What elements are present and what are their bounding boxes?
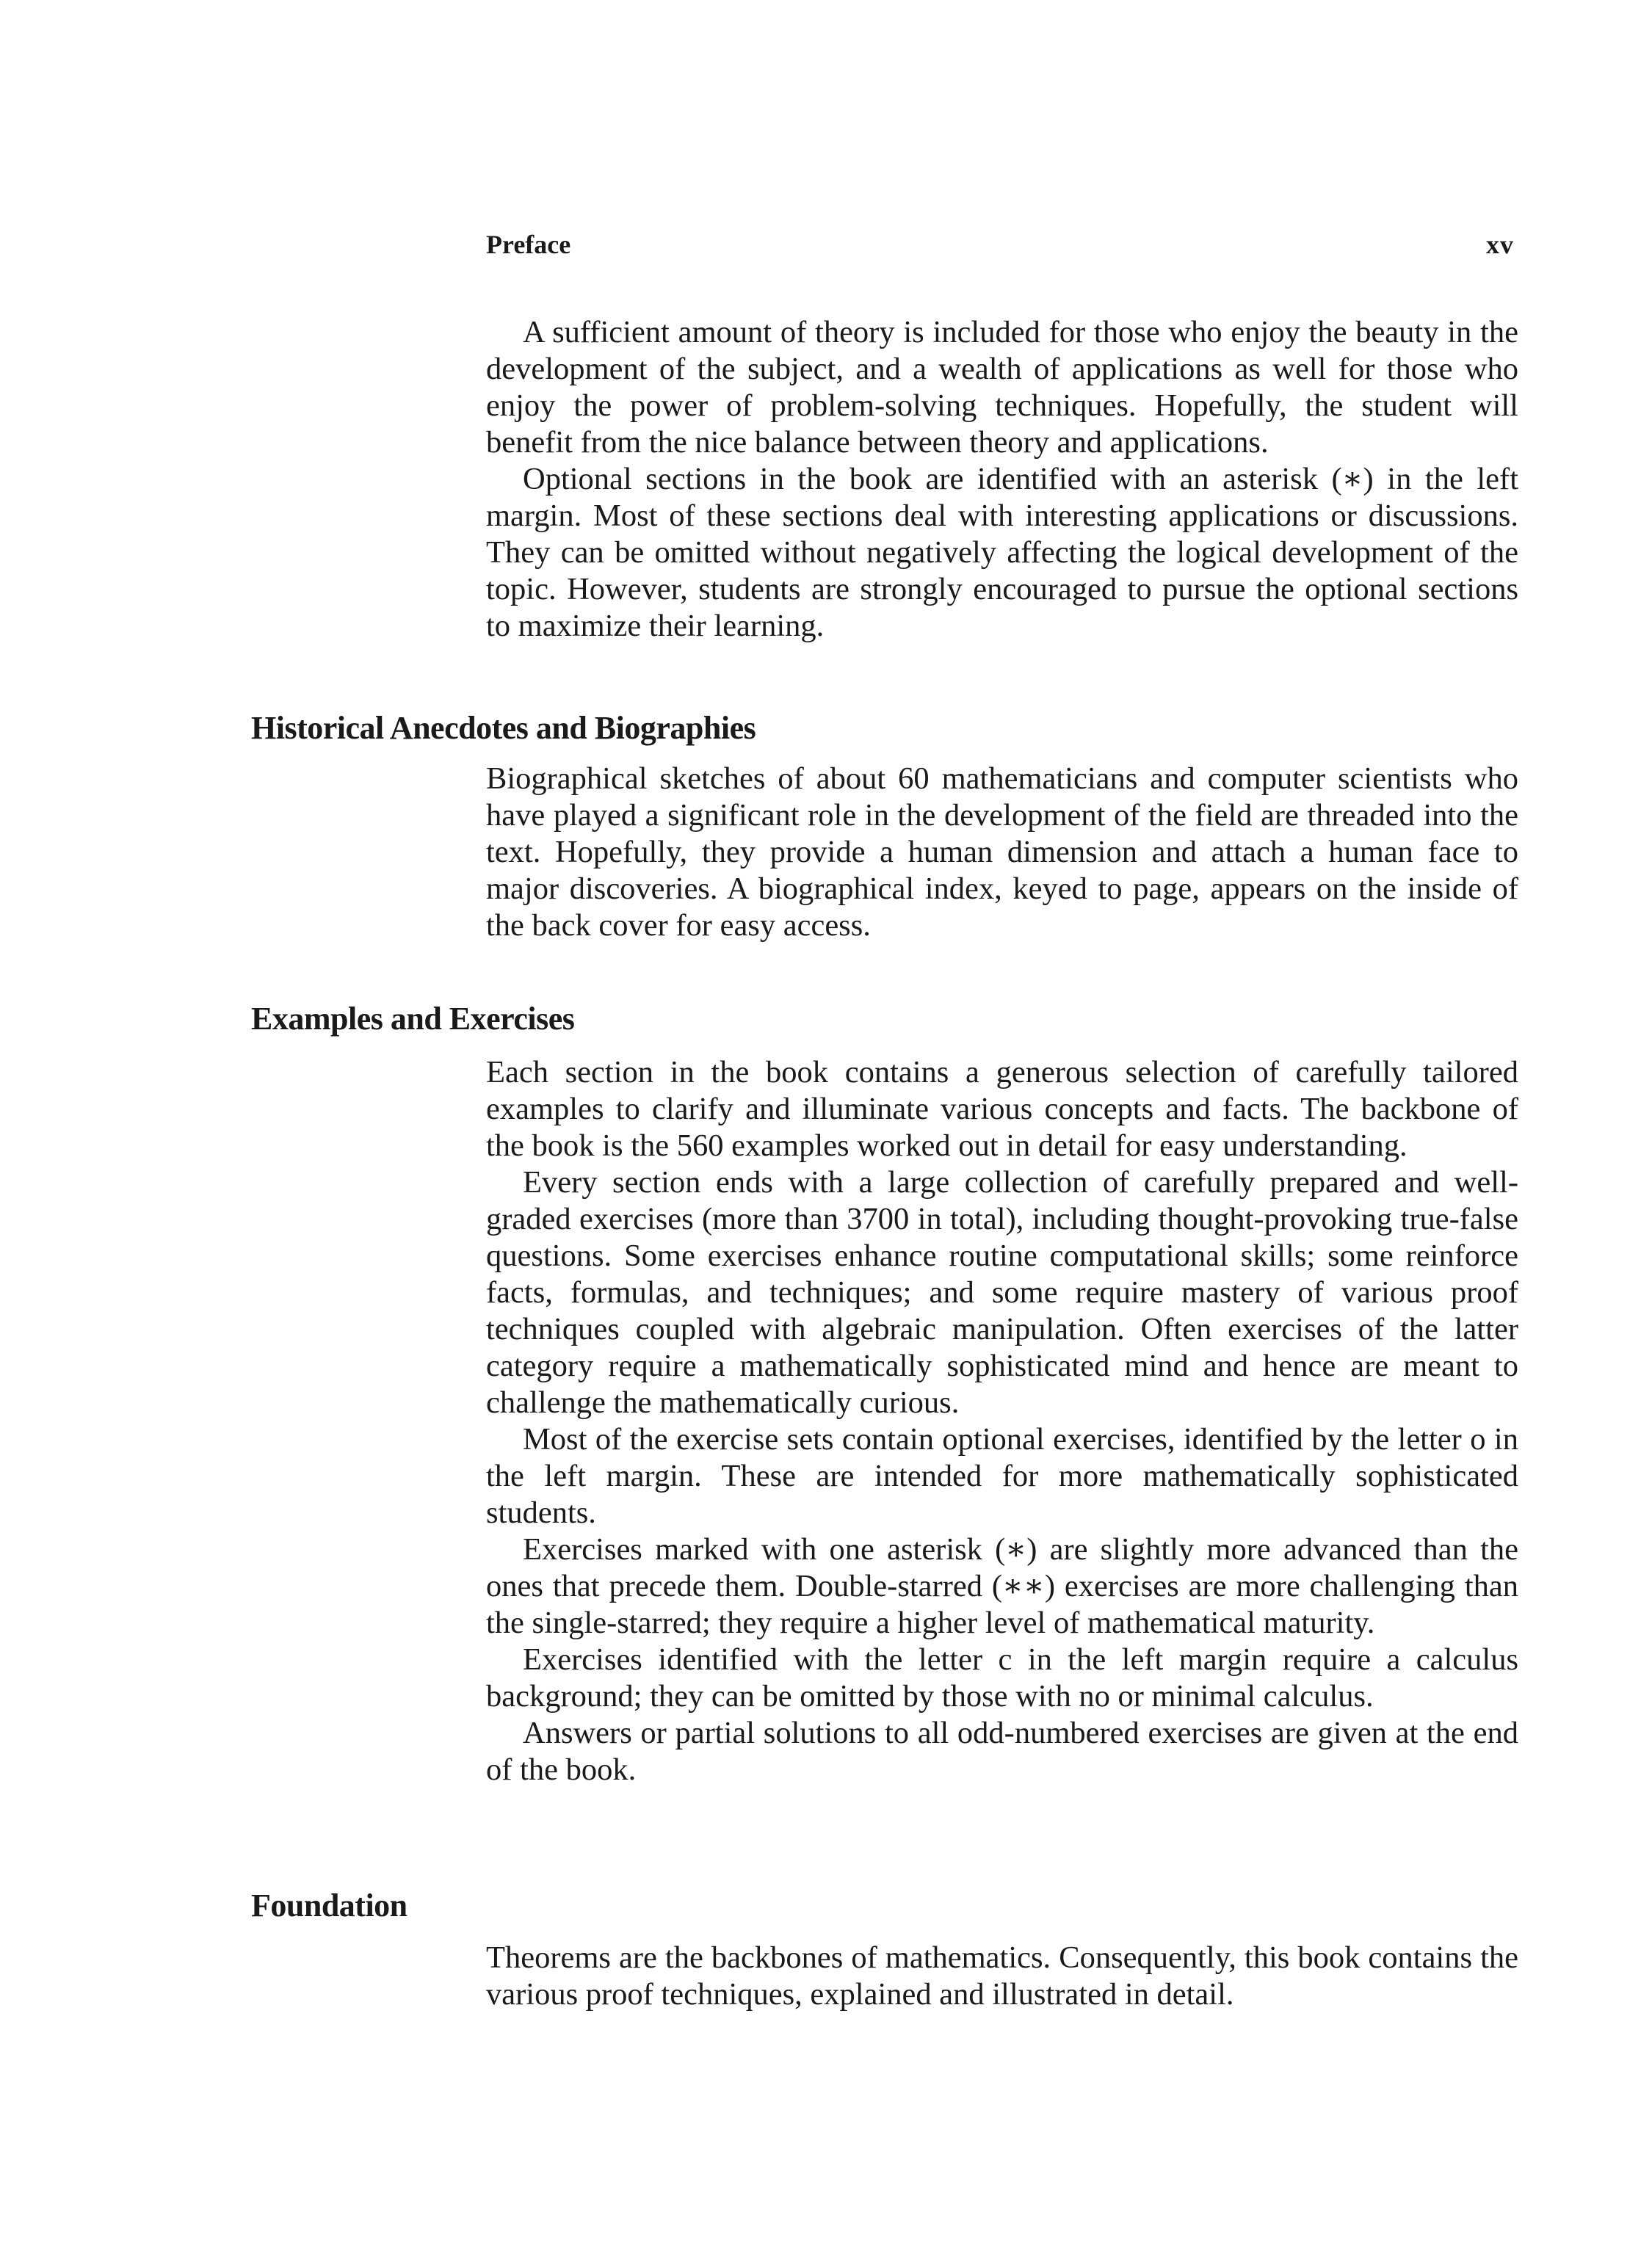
paragraph: Biographical sketches of about 60 mathematicians and computer scientists who have played a significant role in the development of the field are threaded into the text. Hopefully, they provide a human dimension and attach a human face to major discoveries. A biographical index, keyed to page, appears on the inside of the back cover for easy access.	[486, 761, 1518, 943]
paragraph: Every section ends with a large collection of carefully prepared and well-graded exercises (more than 3700 in total), including thought-provoking true-false questions. Some exercises enhance routine computational skills; some reinforce facts, formulas, and techniques; and some require mastery of various proof techniques coupled with algebraic manipulation. Often exercises of the latter category require a mathematically sophisticated mind and hence are meant to challenge the mathematically curious.	[486, 1165, 1518, 1420]
running-head	[486, 229, 1514, 261]
section-heading-examples-exercises: Examples and Exercises	[251, 1001, 575, 1037]
section-heading-historical-anecdotes: Historical Anecdotes and Biographies	[251, 710, 756, 746]
paragraph: Most of the exercise sets contain optional exercises, identified by the letter o in the left margin. These are intended for more mathematically sophisticated students.	[486, 1422, 1518, 1530]
paragraph: Exercises marked with one asterisk (∗) are slightly more advanced than the ones that precede them. Double-starred (∗∗) exercises are more challenging than the single-starred; they require a higher level of mathematical maturity.	[486, 1532, 1518, 1640]
section-body-examples-exercises	[486, 1054, 1518, 1788]
paragraph: Answers or partial solutions to all odd-numbered exercises are given at the end of the book.	[486, 1716, 1518, 1787]
paragraph: Exercises identified with the letter c in the left margin require a calculus background; they can be omitted by those with no or minimal calculus.	[486, 1642, 1518, 1714]
section-body-foundation	[486, 1940, 1518, 2013]
section-body-historical-anecdotes	[486, 761, 1518, 944]
page-number: xv	[1486, 230, 1514, 259]
intro-text	[486, 314, 1518, 645]
paragraph: Theorems are the backbones of mathematics. Consequently, this book contains the various proof techniques, explained and illustrated in detail.	[486, 1940, 1518, 2012]
section-heading-foundation: Foundation	[251, 1888, 407, 1924]
paragraph: A sufficient amount of theory is included for those who enjoy the beauty in the development of the subject, and a wealth of applications as well for those who enjoy the power of problem-solving techniques. Hopefully, the student will benefit from the nice balance between theory and applications.	[486, 315, 1518, 460]
paragraph: Each section in the book contains a generous selection of carefully tailored examples to clarify and illuminate various concepts and facts. The backbone of the book is the 560 examples worked out in detail for easy understanding.	[486, 1055, 1518, 1163]
running-title: Preface	[486, 230, 571, 259]
paragraph: Optional sections in the book are identified with an asterisk (∗) in the left margin. Most of these sections deal with interesting applications or discussions. They can be omitted without negatively affecting the logical development of the topic. However, students are strongly encouraged to pursue the optional sections to maximize their learning.	[486, 462, 1518, 643]
